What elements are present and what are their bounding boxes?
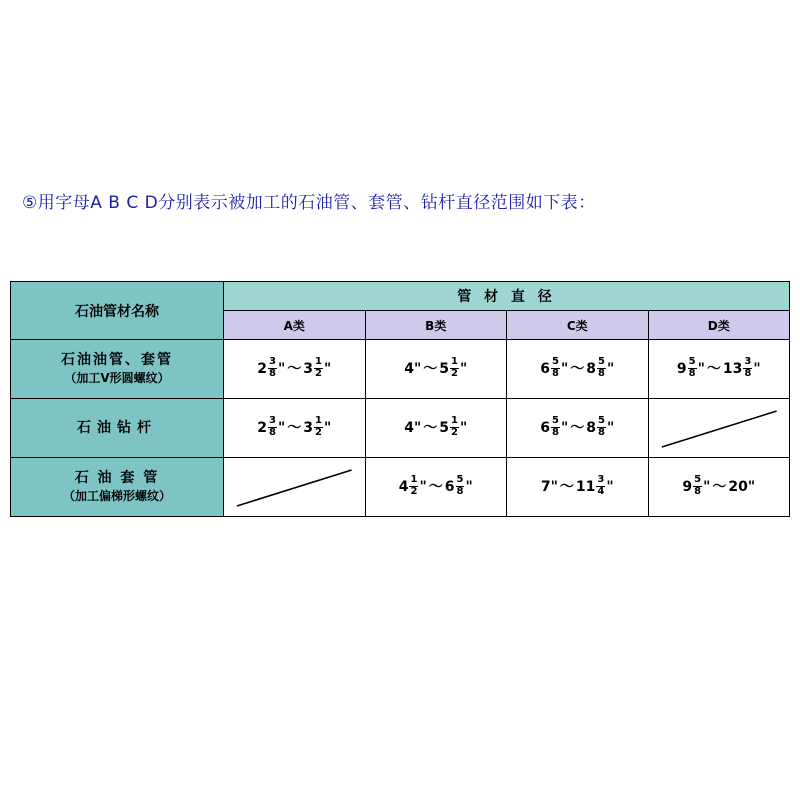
measure-unit: " xyxy=(606,479,614,495)
range-separator: ～ xyxy=(706,361,721,377)
measure-unit: " xyxy=(323,420,332,436)
measure-whole: 6 xyxy=(540,420,550,436)
measure-unit: " xyxy=(277,361,286,377)
measure-whole: 3 xyxy=(303,361,313,377)
diagonal-strike-icon xyxy=(225,460,364,514)
fraction xyxy=(314,357,323,379)
measure-whole: 13 xyxy=(722,361,743,377)
diagonal-strike-icon xyxy=(650,401,789,455)
range-separator: ～ xyxy=(428,479,443,495)
row-label-tubing-casing xyxy=(11,340,224,399)
range-separator: ～ xyxy=(712,479,727,495)
fraction xyxy=(314,416,323,438)
measure-whole: 9 xyxy=(682,479,693,495)
intro-paragraph: ⑤用字母A B C D分别表示被加工的石油管、套管、钻杆直径范围如下表： xyxy=(22,193,596,213)
measure-whole: 9 xyxy=(676,361,687,377)
row-label-main: 石油钻杆 xyxy=(77,419,157,436)
row-label-drill-pipe xyxy=(11,399,224,458)
measure-whole: 5 xyxy=(439,420,450,436)
measure-unit: " xyxy=(560,361,569,377)
fraction-denominator: 8 xyxy=(268,367,276,379)
measure-whole: 6 xyxy=(540,361,550,377)
fraction-numerator: 5 xyxy=(598,356,605,367)
measure-unit: " xyxy=(459,361,468,377)
measure-whole: 4 xyxy=(404,361,414,377)
cell-r2-c3 xyxy=(648,458,790,517)
measure-unit: " xyxy=(753,361,761,377)
pipe-diameter-table xyxy=(10,281,790,517)
measure-unit: " xyxy=(747,479,756,495)
measure-unit: " xyxy=(465,479,473,495)
table-row xyxy=(11,458,790,517)
measure-whole: 8 xyxy=(586,420,596,436)
fraction-denominator: 4 xyxy=(597,485,605,497)
fraction-denominator: 2 xyxy=(451,367,458,379)
cell-r0-c3 xyxy=(648,340,790,399)
measure-unit: " xyxy=(703,479,711,495)
measure-whole: 2 xyxy=(257,361,267,377)
fraction-denominator: 8 xyxy=(268,426,276,438)
fraction-denominator: 2 xyxy=(315,426,322,438)
range-separator: ～ xyxy=(287,361,302,377)
range-separator: ～ xyxy=(423,361,438,377)
fraction-numerator: 5 xyxy=(688,356,696,367)
measure-whole: 8 xyxy=(586,361,596,377)
fraction-denominator: 2 xyxy=(451,426,458,438)
cell-r2-c2 xyxy=(507,458,649,517)
fraction-numerator: 5 xyxy=(598,415,605,426)
cell-r1-c0 xyxy=(224,399,366,458)
measure-whole: 2 xyxy=(257,420,267,436)
fraction xyxy=(597,357,606,379)
range-separator: ～ xyxy=(559,479,574,495)
measure-whole: 5 xyxy=(439,361,450,377)
row-label-sub: （加工V形圆螺纹） xyxy=(64,371,170,386)
measure-whole: 7 xyxy=(540,479,551,495)
measure-unit: " xyxy=(419,479,427,495)
measure-whole: 4 xyxy=(404,420,414,436)
measure-unit: " xyxy=(697,361,705,377)
fraction-numerator: 1 xyxy=(315,415,322,426)
measure-unit: " xyxy=(560,420,569,436)
fraction-numerator: 3 xyxy=(268,415,276,426)
header-class-a: A类 xyxy=(224,311,366,340)
fraction-numerator: 1 xyxy=(315,356,322,367)
fraction-numerator: 5 xyxy=(456,474,464,485)
measure-whole: 3 xyxy=(303,420,313,436)
fraction-denominator: 8 xyxy=(456,485,464,497)
row-label-casing xyxy=(11,458,224,517)
fraction-denominator: 8 xyxy=(694,485,702,497)
cell-r0-c1 xyxy=(365,340,507,399)
fraction-numerator: 3 xyxy=(268,356,276,367)
fraction-denominator: 8 xyxy=(598,426,605,438)
fraction xyxy=(596,475,605,497)
header-class-d: D类 xyxy=(648,311,790,340)
fraction-numerator: 5 xyxy=(551,356,559,367)
fraction-numerator: 5 xyxy=(694,474,702,485)
row-label-main: 石油油管、套管 xyxy=(61,352,173,369)
fraction-denominator: 8 xyxy=(551,367,559,379)
measure-unit: " xyxy=(413,361,422,377)
fraction-denominator: 8 xyxy=(688,367,696,379)
measure-whole: 20 xyxy=(728,479,748,495)
header-pipe-name: 石油管材名称 xyxy=(11,282,224,340)
table-row xyxy=(11,399,790,458)
header-class-c: C类 xyxy=(507,311,649,340)
fraction xyxy=(688,357,697,379)
fraction-denominator: 8 xyxy=(744,367,752,379)
fraction-numerator: 1 xyxy=(410,474,418,485)
fraction-denominator: 2 xyxy=(410,485,418,497)
cell-r1-c2 xyxy=(507,399,649,458)
measure-unit: " xyxy=(277,420,286,436)
fraction xyxy=(551,416,560,438)
cell-r2-c1 xyxy=(365,458,507,517)
fraction xyxy=(456,475,465,497)
fraction xyxy=(409,475,418,497)
cell-r1-c1 xyxy=(365,399,507,458)
range-separator: ～ xyxy=(287,420,302,436)
table-header-row-1 xyxy=(11,282,790,311)
measure-unit: " xyxy=(459,420,468,436)
range-separator: ～ xyxy=(570,420,585,436)
fraction xyxy=(268,357,277,379)
fraction xyxy=(743,357,752,379)
measure-unit: " xyxy=(323,361,332,377)
fraction-numerator: 3 xyxy=(744,356,752,367)
fraction-numerator: 1 xyxy=(451,356,458,367)
measure-unit: " xyxy=(550,479,558,495)
fraction-denominator: 2 xyxy=(315,367,322,379)
fraction-denominator: 8 xyxy=(551,426,559,438)
header-diameter-group: 管 材 直 径 xyxy=(224,282,790,311)
range-separator: ～ xyxy=(570,361,585,377)
fraction xyxy=(268,416,277,438)
cell-r0-c0 xyxy=(224,340,366,399)
fraction xyxy=(450,416,459,438)
fraction xyxy=(693,475,702,497)
cell-r1-c3 xyxy=(648,399,790,458)
row-label-main: 石 油 套 管 xyxy=(74,470,160,487)
fraction-numerator: 1 xyxy=(451,415,458,426)
measure-unit: " xyxy=(606,361,615,377)
measure-whole: 11 xyxy=(575,479,596,495)
fraction-numerator: 5 xyxy=(551,415,559,426)
fraction xyxy=(597,416,606,438)
table-row xyxy=(11,340,790,399)
fraction-numerator: 3 xyxy=(597,474,605,485)
measure-unit: " xyxy=(413,420,422,436)
header-class-b: B类 xyxy=(365,311,507,340)
fraction xyxy=(551,357,560,379)
cell-r0-c2 xyxy=(507,340,649,399)
measure-unit: " xyxy=(606,420,615,436)
row-label-sub: （加工偏梯形螺纹） xyxy=(62,489,171,504)
measure-whole: 6 xyxy=(444,479,455,495)
measure-whole: 4 xyxy=(398,479,409,495)
fraction-denominator: 8 xyxy=(598,367,605,379)
range-separator: ～ xyxy=(423,420,438,436)
fraction xyxy=(450,357,459,379)
cell-r2-c0 xyxy=(224,458,366,517)
